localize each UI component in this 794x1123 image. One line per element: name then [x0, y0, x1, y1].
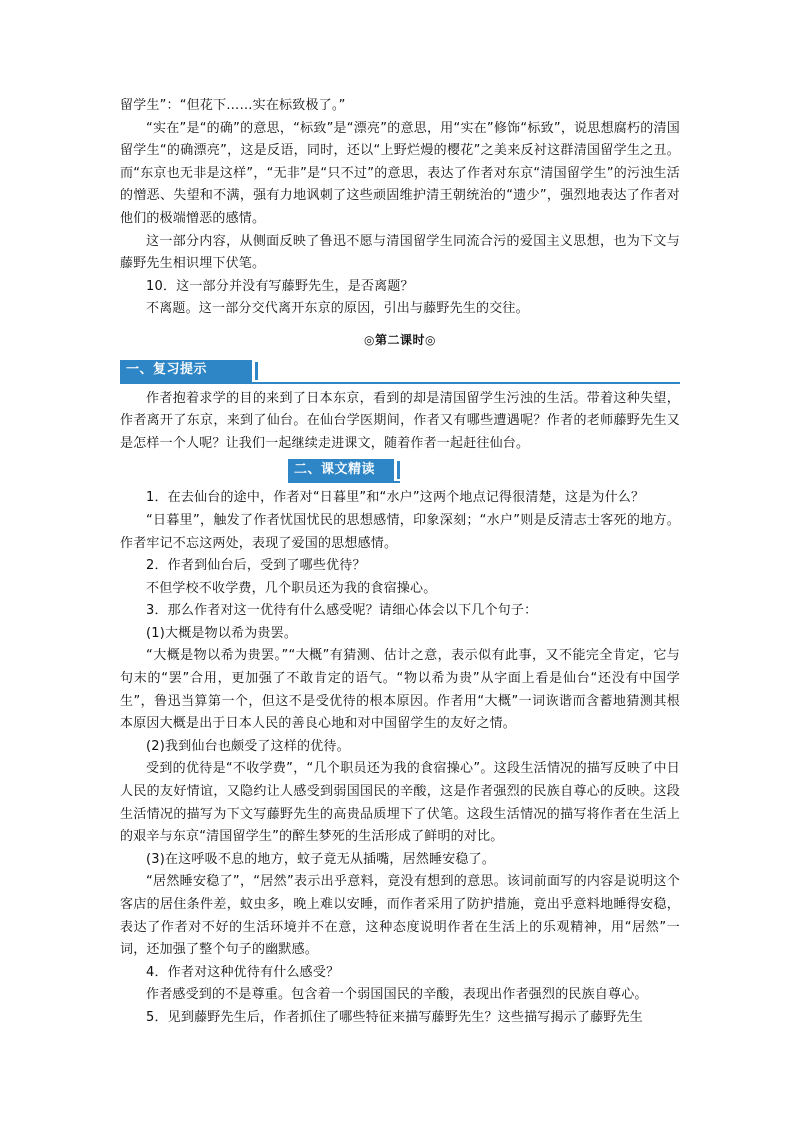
sentence-1: (1)大概是物以希为贵罢。 [146, 625, 298, 641]
answer-2: 不但学校不收学费，几个职员还为我的食宿操心。 [146, 580, 437, 596]
sentence-3: (3)在这呼吸不息的地方，蚊子竟无从插嘴，居然睡安稳了。 [146, 851, 496, 867]
question-4: 4．作者对这种优待有什么感受？ [146, 964, 340, 980]
intro-quote: 留学生”：“但花下……实在标致极了。” [120, 98, 346, 113]
intro-analysis: “实在”是“的确”的意思，“标致”是“漂亮”的意思，用“实在”修饰“标致”，说思想腐朽的清国留学生“的确漂亮”，这是反语，同时，还以“上野烂熳的樱花”之美来反衬这群清国留学生之丑。而“东京也无非是这样”，“无非”是“只不过”的意思，表达了作者对东京“清国留学生”的污浊生活的憎恶、失望和不满，强有力地讽刺了这些顽固维护清王朝统治的“遗少”，强烈地表达了作者对他们的极端憎恶的感情。 [120, 120, 680, 226]
section-header-reading [120, 457, 680, 483]
question-3: 3．那么作者对这一优待有什么感受呢？请细心体会以下几个句子： [146, 603, 538, 619]
answer-10: 不离题。这一部分交代离开东京的原因，引出与藤野先生的交往。 [146, 301, 529, 317]
answer-1: “日暮里”，触发了作者忧国忧民的思想感情，印象深刻；“水户”则是反清志士客死的地方。作者牢记不忘这两处，表现了爱国的思想感情。 [120, 512, 680, 551]
section-title-reading: 二、课文精读 [294, 462, 376, 478]
question-1: 1．在去仙台的途中，作者对“日暮里”和“水户”这两个地点记得很清楚，这是为什么？ [146, 490, 645, 506]
section-title-box [120, 360, 252, 382]
answer-4: 作者感受到的不是尊重。包含着一个弱国国民的辛酸，表现出作者强烈的民族自尊心。 [146, 987, 648, 1003]
section-title-box [288, 459, 394, 481]
sentence-2-analysis: 受到的优待是“不收学费”，“几个职员还为我的食宿操心”。这段生活情况的描写反映了中日人民的友好情谊，又隐约让人感受到弱国国民的辛酸，这是作者强烈的民族自尊心的反映。这段生活情况的描写为下文写藤野先生的高贵品质埋下了伏笔。这段生活情况的描写将作者在生活上的艰辛与东京“清国留学生”的醉生梦死的生活形成了鲜明的对比。 [120, 761, 680, 845]
document-body [120, 95, 680, 1030]
section-title-bar [255, 362, 258, 380]
lesson-title: ◎第二课时◎ [364, 332, 436, 347]
section-underline [120, 382, 680, 384]
question-10: 10．这一部分并没有写藤野先生，是否离题？ [146, 278, 414, 294]
question-2: 2．作者到仙台后，受到了哪些优待？ [146, 558, 366, 574]
section-underline [288, 481, 400, 483]
question-5: 5．见到藤野先生后，作者抓住了哪些特征来描写藤野先生？这些描写揭示了藤野先生 [146, 1009, 643, 1025]
sentence-1-analysis: “大概是物以希为贵罢。”“大概”有猜测、估计之意，表示似有此事，又不能完全肯定，它与句末的“罢”合用，更加强了不敢肯定的语气。“物以希为贵”从字面上看是仙台“还没有中国学生”，鲁迅当算第一个，但这不是受优待的根本原因。作者用“大概”一词诙谐而含蓄地猜测其根本原因大概是出于日本人民的善良心地和对中国留学生的友好之情。 [120, 648, 680, 732]
sentence-3-analysis: “居然睡安稳了”，“居然”表示出乎意料，竟没有想到的意思。该词前面写的内容是说明这个客店的居住条件差，蚊虫多，晚上难以安睡，而作者采用了防护措施，竟出乎意料地睡得安稳，表达了作者对不好的生活环境并不在意，这种态度说明作者在生活上的乐观精神，用“居然”一词，还加强了整个句子的幽默感。 [120, 874, 680, 958]
section-title-bar [397, 461, 400, 479]
sentence-2: (2)我到仙台也颇受了这样的优待。 [146, 738, 350, 754]
section-title-review: 一、复习提示 [126, 362, 208, 378]
intro-summary: 这一部分内容，从侧面反映了鲁迅不愿与清国留学生同流合污的爱国主义思想，也为下文与藤野先生相识埋下伏笔。 [120, 233, 680, 272]
section-header-review [120, 360, 680, 384]
review-paragraph: 作者抱着求学的目的来到了日本东京，看到的却是清国留学生污浊的生活。带着这种失望，作者离开了东京，来到了仙台。在仙台学医期间，作者又有哪些遭遇呢？作者的老师藤野先生又是怎样一个人呢？让我们一起继续走进课文，随着作者一起赶往仙台。 [120, 390, 680, 451]
